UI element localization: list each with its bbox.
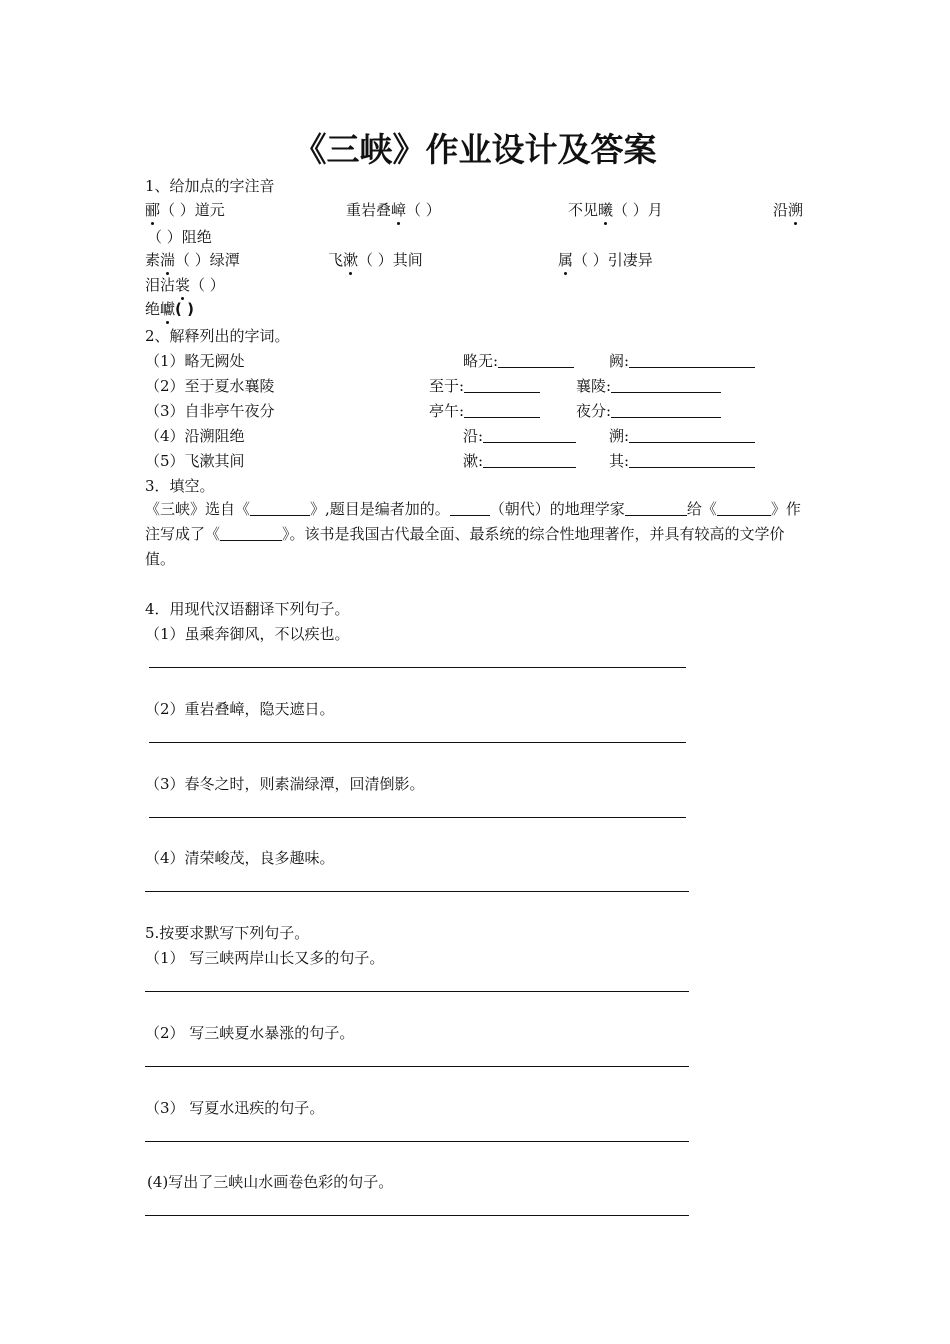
q5-prompt: （1） 写三峡两岸山长又多的句子。 (145, 949, 385, 967)
q4-heading: 4．用现代汉语翻译下列句子。 (145, 600, 350, 618)
q1-item: 属（ ）引凄异 (558, 251, 653, 269)
answer-blank[interactable] (483, 453, 576, 468)
dotted-char: 湍 (160, 251, 176, 269)
q5-prompt: (4)写出了三峡山水画卷色彩的句子。 (147, 1173, 394, 1191)
q2-phrase: （5）飞漱其间 (145, 452, 245, 470)
dotted-char: 郦 (145, 201, 161, 219)
dotted-char: 嶂 (391, 201, 407, 219)
q1-item: （ ）阻绝 (147, 228, 212, 246)
q2-phrase: （3）自非亭午夜分 (145, 402, 275, 420)
q2-term: 夜分: (576, 401, 721, 421)
answer-blank[interactable] (611, 403, 721, 418)
q5-prompt: （3） 写夏水迅疾的句子。 (145, 1099, 325, 1117)
q1-item: 泪沾裳（ ） (145, 276, 225, 294)
q2-term: 溯: (609, 426, 755, 446)
q2-term: 漱: (463, 451, 576, 471)
q2-phrase: （1）略无阙处 (145, 352, 245, 370)
dotted-char: 巘 (160, 300, 176, 318)
answer-blank[interactable] (250, 501, 310, 516)
dotted-char: 裳 (175, 276, 191, 294)
answer-blank[interactable] (611, 378, 721, 393)
answer-blank[interactable] (450, 501, 490, 516)
answer-blank[interactable] (498, 353, 574, 368)
q1-item: 素湍（ ）绿潭 (145, 251, 240, 269)
q4-sentence: （3）春冬之时，则素湍绿潭，回清倒影。 (145, 775, 425, 793)
answer-blank[interactable] (717, 501, 763, 516)
answer-blank[interactable] (625, 501, 687, 516)
answer-line[interactable] (145, 1066, 689, 1067)
dotted-char: 曦 (598, 201, 614, 219)
q4-sentence: （4）清荣峻茂，良多趣味。 (145, 849, 335, 867)
q1-item: 沿溯 (773, 201, 804, 219)
q4-sentence: （1）虽乘奔御风，不以疾也。 (145, 625, 350, 643)
q1-item: 飞漱（ ）其间 (328, 251, 423, 269)
q2-term: 至于: (429, 376, 540, 396)
answer-blank[interactable] (483, 428, 576, 443)
q2-term: 阙: (609, 351, 755, 371)
answer-line[interactable] (145, 1215, 689, 1216)
q3-heading: 3．填空。 (145, 477, 215, 495)
q2-term: 沿: (463, 426, 576, 446)
q4-sentence: （2）重岩叠嶂，隐天遮日。 (145, 700, 335, 718)
q2-term: 亭午: (429, 401, 540, 421)
answer-line[interactable] (149, 742, 686, 743)
answer-blank[interactable] (629, 428, 755, 443)
answer-blank[interactable] (629, 353, 755, 368)
answer-blank[interactable] (464, 378, 540, 393)
answer-line[interactable] (145, 891, 689, 892)
dotted-char: 属 (558, 251, 574, 269)
answer-blank[interactable] (220, 526, 282, 541)
answer-line[interactable] (145, 1141, 689, 1142)
answer-blank[interactable] (629, 453, 755, 468)
dotted-char: 漱 (343, 251, 359, 269)
q1-item: 绝巘( ) (145, 300, 194, 318)
q2-heading: 2、解释列出的字词。 (145, 327, 290, 345)
q2-phrase: （4）沿溯阻绝 (145, 427, 245, 445)
q2-term: 其: (609, 451, 755, 471)
q1-item: 不见曦（ ）月 (568, 201, 663, 219)
answer-line[interactable] (145, 991, 689, 992)
page-title: 《三峡》作业设计及答案 (293, 130, 657, 169)
answer-line[interactable] (149, 667, 686, 668)
q2-phrase: （2）至于夏水襄陵 (145, 377, 275, 395)
q2-term: 略无: (463, 351, 574, 371)
q5-prompt: （2） 写三峡夏水暴涨的句子。 (145, 1024, 355, 1042)
q1-item: 郦（ ）道元 (145, 201, 225, 219)
q2-term: 襄陵: (576, 376, 721, 396)
q5-heading: 5.按要求默写下列句子。 (145, 924, 310, 942)
answer-line[interactable] (149, 817, 686, 818)
dotted-char: 溯 (788, 201, 804, 219)
q3-paragraph: 《三峡》选自《 》,题目是编者加的。 （朝代）的地理学家 给《 》作注写成了《 》。该书是我国古代最全面、最系统的综合性地理著作，并具有较高的文学价值。 (145, 500, 801, 568)
q1-item: 重岩叠嶂（ ） (346, 201, 441, 219)
q1-heading: 1、给加点的字注音 (145, 177, 275, 195)
answer-blank[interactable] (464, 403, 540, 418)
